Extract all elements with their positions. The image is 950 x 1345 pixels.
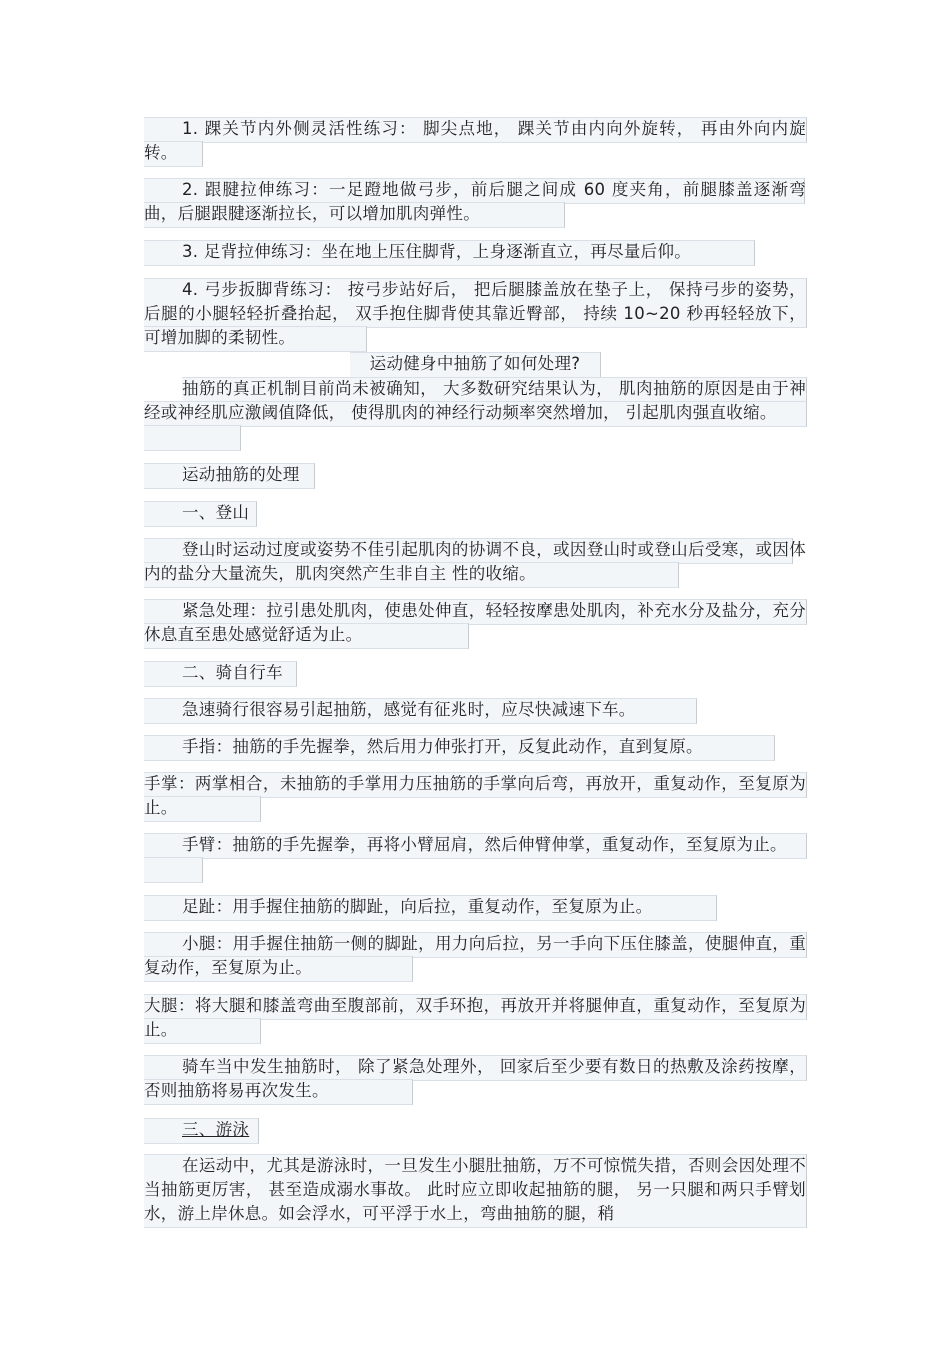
paragraph-cycling-aftercare: 骑车当中发生抽筋时， 除了紧急处理外， 回家后至少要有数日的热敷及涂药按摩，否则抽筋将易再次发生。 xyxy=(144,1057,806,1100)
highlight-box xyxy=(144,857,203,883)
paragraph-lunge-exercise: 4. 弓步扳脚背练习： 按弓步站好后， 把后腿膝盖放在垫子上， 保持弓步的姿势，后腿的小腿轻轻折叠抬起， 双手抱住脚背使其靠近臀部， 持续 10~20 秒再轻轻放下，可增加脚的柔韧性。 xyxy=(144,280,806,347)
paragraph-cycling-cause: 急速骑行很容易引起抽筋，感觉有征兆时，应尽快减速下车。 xyxy=(182,700,636,719)
paragraph-thigh: 大腿：将大腿和膝盖弯曲至腹部前，双手环抱，再放开并将腿伸直，重复动作，至复原为止。 xyxy=(144,996,806,1039)
paragraph-cramp-mechanism: 抽筋的真正机制目前尚未被确知， 大多数研究结果认为， 肌肉抽筋的原因是由于神经或神经肌应激阈值降低， 使得肌肉的神经行动频率突然增加， 引起肌肉强直收缩。 xyxy=(144,379,806,422)
paragraph-arm: 手臂：抽筋的手先握拳，再将小臂屈肩，然后伸臂伸掌，重复动作，至复原为止。 xyxy=(182,835,787,854)
paragraph-climbing-cause: 登山时运动过度或姿势不佳引起肌肉的协调不良，或因登山时或登山后受寒，或因体内的盐分大量流失，肌肉突然产生非自主 性的收缩。 xyxy=(144,540,806,583)
section-heading-cramp: 运动健身中抽筋了如何处理? xyxy=(369,354,581,373)
paragraph-fingers: 手指：抽筋的手先握拳，然后用力伸张打开，反复此动作，直到复原。 xyxy=(182,737,703,756)
paragraph-swimming: 在运动中，尤其是游泳时，一旦发生小腿肚抽筋，万不可惊慌失措，否则会因处理不当抽筋更厉害， 甚至造成溺水事故。 此时应立即收起抽筋的腿， 另一只腿和两只手臂划水，游上岸休息。如会浮水，可平浮于水上，弯曲抽筋的腿，稍 xyxy=(144,1156,806,1223)
paragraph-instep-stretch: 3. 足背拉伸练习：坐在地上压住脚背，上身逐渐直立，再尽量后仰。 xyxy=(182,242,692,261)
paragraph-ankle-exercise: 1. 踝关节内外侧灵活性练习： 脚尖点地， 踝关节由内向外旋转， 再由外向内旋转。 xyxy=(144,119,806,162)
subheading-mountain-climbing: 一、登山 xyxy=(182,503,250,522)
subheading-swimming: 三、游泳 xyxy=(182,1120,250,1139)
paragraph-toes: 足趾：用手握住抽筋的脚趾，向后拉，重复动作，至复原为止。 xyxy=(182,897,653,916)
highlight-box xyxy=(144,425,241,451)
paragraph-palm: 手掌：两掌相合，未抽筋的手掌用力压抽筋的手掌向后弯，再放开，重复动作，至复原为止。 xyxy=(144,774,806,817)
subheading-cramp-treatment: 运动抽筋的处理 xyxy=(182,465,300,484)
subheading-cycling: 二、骑自行车 xyxy=(182,663,283,682)
paragraph-achilles-stretch: 2. 跟腱拉伸练习：一足蹬地做弓步，前后腿之间成 60 度夹角，前腿膝盖逐渐弯曲，后腿跟腱逐渐拉长，可以增加肌肉弹性。 xyxy=(144,180,806,223)
paragraph-emergency-treatment: 紧急处理：拉引患处肌肉，使患处伸直，轻轻按摩患处肌肉，补充水分及盐分，充分休息直至患处感觉舒适为止。 xyxy=(144,601,806,644)
paragraph-calf: 小腿：用手握住抽筋一侧的脚趾，用力向后拉，另一手向下压住膝盖，使腿伸直，重复动作，至复原为止。 xyxy=(144,934,806,977)
